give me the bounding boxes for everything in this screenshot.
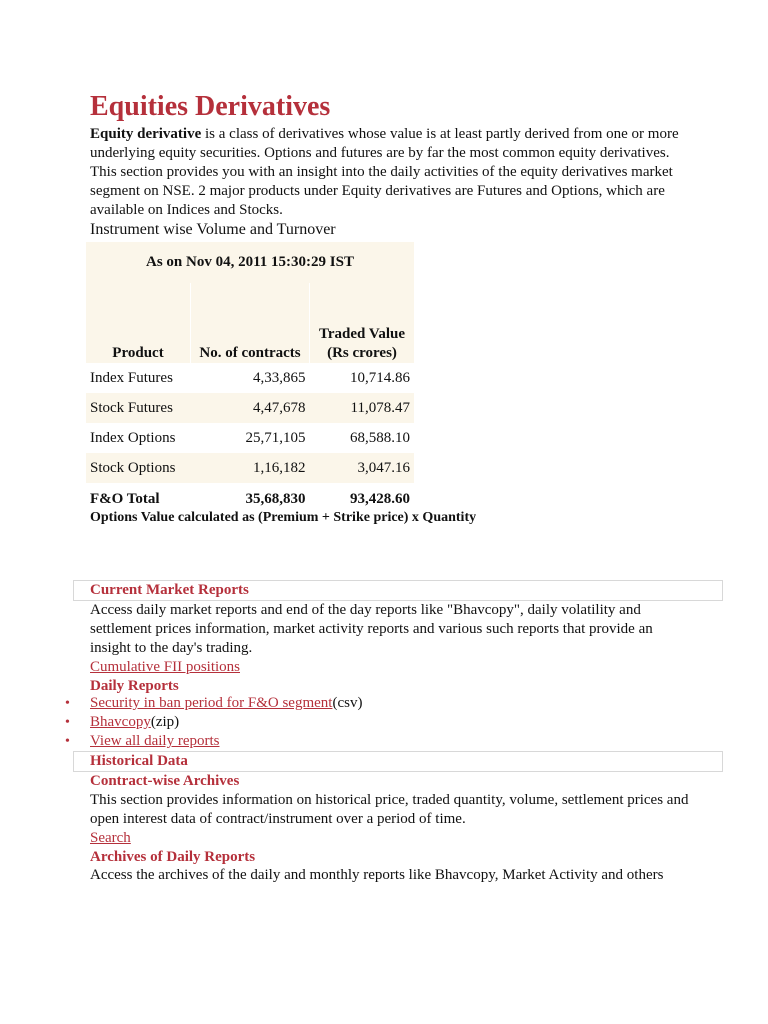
table-row bbox=[86, 453, 414, 483]
total-label: F&O Total bbox=[90, 490, 160, 507]
table-header-row bbox=[86, 283, 414, 363]
table-row bbox=[86, 363, 414, 393]
bhavcopy-link[interactable]: Bhavcopy bbox=[90, 714, 151, 730]
cell-product: Index Options bbox=[90, 429, 176, 446]
daily-reports-list bbox=[60, 694, 362, 751]
total-value: 93,428.60 bbox=[350, 490, 410, 507]
cell-product: Stock Options bbox=[86, 453, 191, 483]
cell-contracts: 1,16,182 bbox=[191, 453, 310, 483]
page-title: Equities Derivatives bbox=[90, 91, 331, 122]
bullet-icon: • bbox=[65, 715, 70, 730]
archives-daily-reports-heading: Archives of Daily Reports bbox=[90, 849, 256, 865]
bullet-icon: • bbox=[65, 696, 70, 711]
cell-value: 68,588.10 bbox=[350, 429, 410, 446]
cell-value: 10,714.86 bbox=[350, 369, 410, 386]
list-item bbox=[60, 694, 362, 713]
list-item bbox=[60, 713, 362, 732]
daily-reports-heading: Daily Reports bbox=[90, 678, 179, 694]
contract-archives-heading: Contract-wise Archives bbox=[90, 773, 240, 789]
cumulative-fii-link[interactable]: Cumulative FII positions bbox=[90, 659, 240, 675]
contract-archives-description: This section provides information on historical price, traded quantity, volume, settlement prices and open interest data of contract/instrument over a period of time. bbox=[90, 792, 689, 827]
market-reports-description: Access daily market reports and end of the day reports like "Bhavcopy", daily volatility and settlement prices information, market activity reports and various such reports that provide an insight to the day's trading. bbox=[90, 602, 653, 656]
cell-contracts: 4,47,678 bbox=[191, 393, 310, 423]
table-row bbox=[86, 423, 414, 453]
options-value-note: Options Value calculated as (Premium + Strike price) x Quantity bbox=[90, 510, 477, 525]
section-heading: Historical Data bbox=[90, 753, 188, 769]
header-traded-value: Traded Value (Rs crores) bbox=[310, 283, 415, 363]
header-product: Product bbox=[86, 283, 191, 363]
fii-link-row bbox=[90, 658, 690, 677]
table-row bbox=[86, 393, 414, 423]
current-market-reports-header bbox=[73, 580, 723, 601]
intro-paragraph bbox=[90, 125, 690, 220]
turnover-table bbox=[86, 242, 414, 515]
search-link[interactable]: Search bbox=[90, 830, 131, 846]
intro-bold-term: Equity derivative bbox=[90, 126, 202, 142]
cell-product: Stock Futures bbox=[86, 393, 191, 423]
view-all-daily-reports-link[interactable]: View all daily reports bbox=[90, 733, 220, 749]
ban-period-link[interactable]: Security in ban period for F&O segment bbox=[90, 695, 333, 711]
header-contracts: No. of contracts bbox=[191, 283, 310, 363]
total-contracts: 35,68,830 bbox=[245, 490, 306, 507]
section-heading: Current Market Reports bbox=[90, 582, 249, 598]
cell-contracts: 25,71,105 bbox=[245, 429, 306, 446]
format-suffix: (csv) bbox=[332, 695, 363, 711]
table-section-heading: Instrument wise Volume and Turnover bbox=[90, 221, 336, 238]
historical-data-header bbox=[73, 751, 723, 772]
bullet-icon: • bbox=[65, 734, 70, 749]
cell-product: Index Futures bbox=[90, 369, 173, 386]
cell-value: 11,078.47 bbox=[310, 393, 415, 423]
search-link-row bbox=[90, 829, 690, 848]
cell-value: 3,047.16 bbox=[310, 453, 415, 483]
as-on-timestamp: As on Nov 04, 2011 15:30:29 IST bbox=[86, 242, 414, 283]
list-item bbox=[60, 732, 362, 751]
cell-contracts: 4,33,865 bbox=[253, 369, 306, 386]
format-suffix: (zip) bbox=[150, 714, 180, 730]
archives-description: Access the archives of the daily and monthly reports like Bhavcopy, Market Activity and others bbox=[90, 867, 664, 883]
intro-text: is a class of derivatives whose value is at least partly derived from one or more underlying equity securities. Options and futures are by far the most common equity derivatives. This section provides you with an insight into the daily activities of the equity derivatives market segment on NSE. 2 major products under Equity derivatives are Futures and Options, which are available on Indices and Stocks. bbox=[90, 126, 679, 218]
